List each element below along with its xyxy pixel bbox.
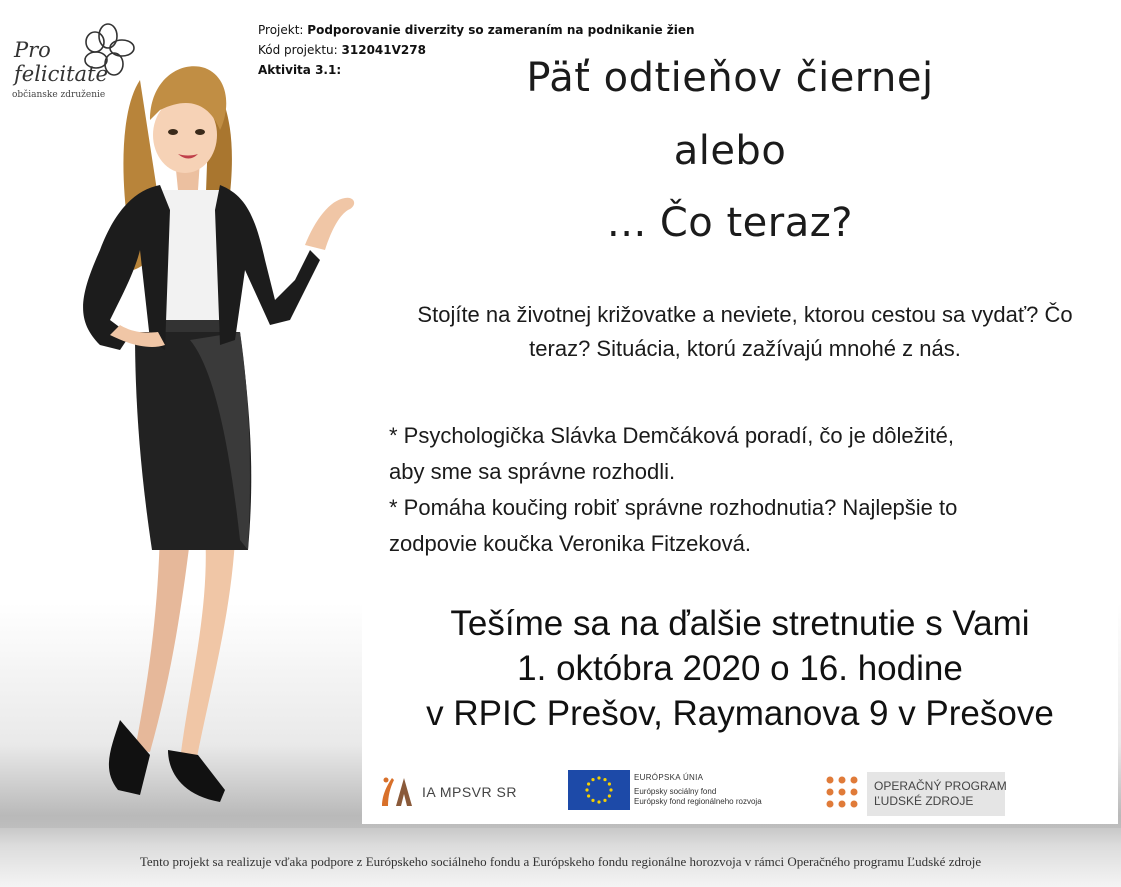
businesswoman-illustration bbox=[40, 50, 370, 820]
logo-line-1: Pro bbox=[14, 38, 51, 62]
bullet-2-line-1: * Pomáha koučing robiť správne rozhodnutia? Najlepšie to bbox=[389, 495, 958, 520]
project-name: Podporovanie diverzity so zameraním na podnikanie žien bbox=[307, 23, 695, 37]
op-label bbox=[874, 779, 1007, 809]
logo-subtitle: občianske združenie bbox=[12, 90, 106, 100]
headline-line-3: ... Čo teraz? bbox=[607, 200, 853, 246]
cta-date: 1. októbra 2020 o 16. hodine bbox=[517, 649, 963, 688]
op-line-1: OPERAČNÝ PROGRAM bbox=[874, 779, 1007, 793]
cta-line-1: Tešíme sa na ďalšie stretnutie s Vami bbox=[450, 604, 1030, 643]
eu-funds-label bbox=[634, 773, 762, 807]
project-code-value: 312041V278 bbox=[341, 43, 426, 57]
logo-line-2: felicitate bbox=[14, 62, 108, 86]
eu-title: EURÓPSKA ÚNIA bbox=[634, 773, 704, 782]
bullet-1-line-1: * Psychologička Slávka Demčáková poradí, čo je dôležité, bbox=[389, 423, 954, 448]
op-line-2: ĽUDSKÉ ZDROJE bbox=[874, 794, 974, 808]
project-line bbox=[258, 20, 695, 40]
speaker-list bbox=[389, 418, 1109, 562]
sponsor-logos bbox=[362, 760, 1118, 824]
bullet-2-line-2: zodpovie koučka Veronika Fitzeková. bbox=[389, 531, 751, 556]
bullet-1-line-2: aby sme sa správne rozhodli. bbox=[389, 459, 676, 484]
project-code-label: Kód projektu: bbox=[258, 43, 338, 57]
operational-programme-icon bbox=[822, 772, 862, 812]
eu-flag-icon bbox=[568, 770, 630, 810]
eu-social-fund: Európsky sociálny fond bbox=[634, 787, 717, 796]
ia-mpsvr-logo-icon bbox=[376, 772, 416, 812]
ia-mpsvr-label: IA MPSVR SR bbox=[422, 784, 517, 800]
headline-line-2: alebo bbox=[673, 128, 787, 174]
cta-location: v RPIC Prešov, Raymanova 9 v Prešove bbox=[426, 694, 1054, 733]
activity-label: Aktivita 3.1: bbox=[258, 63, 342, 77]
project-label: Projekt: bbox=[258, 23, 304, 37]
headline-line-1: Päť odtieňov čiernej bbox=[526, 55, 934, 101]
eu-regional-fund: Európsky fond regionálneho rozvoja bbox=[634, 797, 762, 806]
intro-text: Stojíte na životnej križovatke a neviete, ktorou cestou sa vydať? Čo teraz? Situácia, ktorú zažívajú mnohé z nás. bbox=[417, 302, 1073, 361]
event-details bbox=[362, 601, 1118, 736]
funding-footer: Tento projekt sa realizuje vďaka podpore z Európskeho sociálneho fondu a Európskeho fondu regionálne horozvoja v rámci Operačného programu Ľudské zdroje bbox=[139, 854, 982, 869]
